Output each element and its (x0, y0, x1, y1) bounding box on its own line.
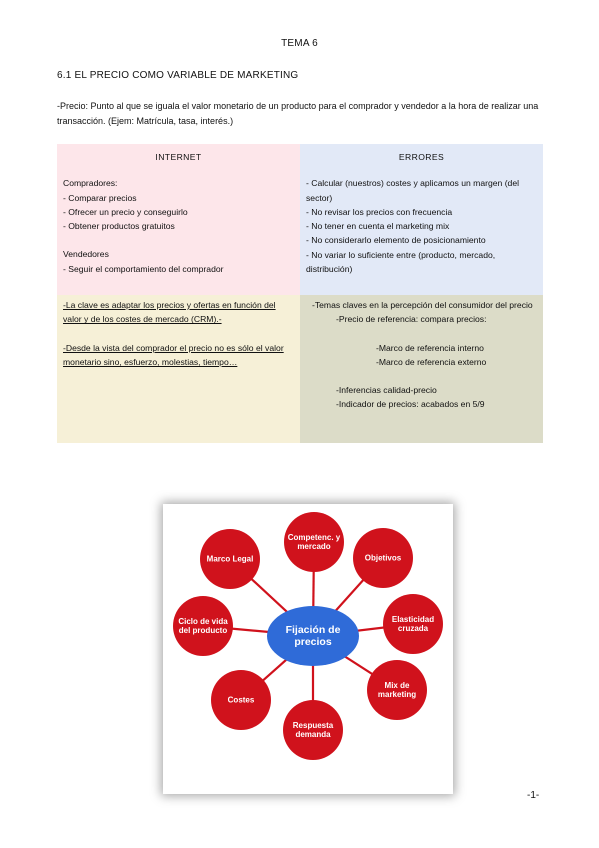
error-item: - No tener en cuenta el marketing mix (306, 221, 450, 232)
factor-label: Costes (227, 695, 255, 705)
factor-label: Competenc. y mercado (287, 533, 341, 551)
quality-price-inference: -Inferencias calidad-precio (336, 385, 437, 396)
page-number: -1- (527, 790, 540, 801)
error-item: - No revisar los precios con frecuencia (306, 206, 453, 217)
note-item: -La clave es adaptar los precios y ofertas en función del valor y de los costes de mercado (CRM).- (63, 300, 276, 325)
buyer-item: - Comparar precios (63, 192, 137, 203)
factor-label: Objetivos (364, 553, 402, 563)
seller-item: - Seguir el comportamiento del comprador (63, 263, 224, 274)
price-indicator: -Indicador de precios: acabados en 5/9 (336, 399, 485, 410)
factor-label: Marco Legal (206, 554, 254, 564)
notes-right-cell (300, 295, 543, 443)
error-item: - Calcular (nuestros) costes y aplicamos un margen (del sector) (306, 178, 520, 203)
errores-header: ERRORES (398, 152, 445, 162)
buyer-item: - Ofrecer un precio y conseguirlo (63, 206, 188, 217)
internet-cell (57, 144, 300, 295)
intro-paragraph: -Precio: Punto al que se iguala el valor monetario de un producto para el comprador y vendedor a la hora de realizar una transacción. (Ejem: Matrícula, tasa, interés.) (57, 101, 539, 126)
reference-item: -Marco de referencia externo (376, 356, 487, 367)
buyers-title: Compradores: (63, 178, 118, 189)
summary-table (57, 144, 543, 443)
errores-cell (300, 144, 543, 295)
note-item: -Desde la vista del comprador el precio no es sólo el valor monetario sino, esfuerzo, molestias, tiempo… (63, 342, 284, 367)
factor-label: Mix de marketing (377, 681, 417, 699)
page-header: TEMA 6 (281, 38, 318, 49)
factor-label: Elasticidad cruzada (391, 615, 435, 633)
section-title: 6.1 EL PRECIO COMO VARIABLE DE MARKETING (57, 70, 299, 81)
perception-title: -Temas claves en la percepción del consumidor del precio (312, 300, 533, 310)
center-label: Fijación de precios (285, 624, 341, 648)
sellers-title: Vendedores (63, 249, 109, 260)
buyer-item: - Obtener productos gratuitos (63, 221, 175, 232)
factor-label: Ciclo de vida del producto (178, 617, 228, 635)
internet-header: INTERNET (155, 152, 202, 162)
notes-left-cell (57, 295, 300, 443)
pricing-diagram (163, 504, 453, 794)
reference-item: -Marco de referencia interno (376, 342, 484, 353)
reference-price: -Precio de referencia: compara precios: (336, 314, 487, 325)
error-item: - No variar lo suficiente entre (producto, mercado, distribución) (306, 249, 496, 275)
error-item: - No considerarlo elemento de posicionamiento (306, 235, 486, 246)
factor-label: Respuesta demanda (292, 721, 334, 739)
